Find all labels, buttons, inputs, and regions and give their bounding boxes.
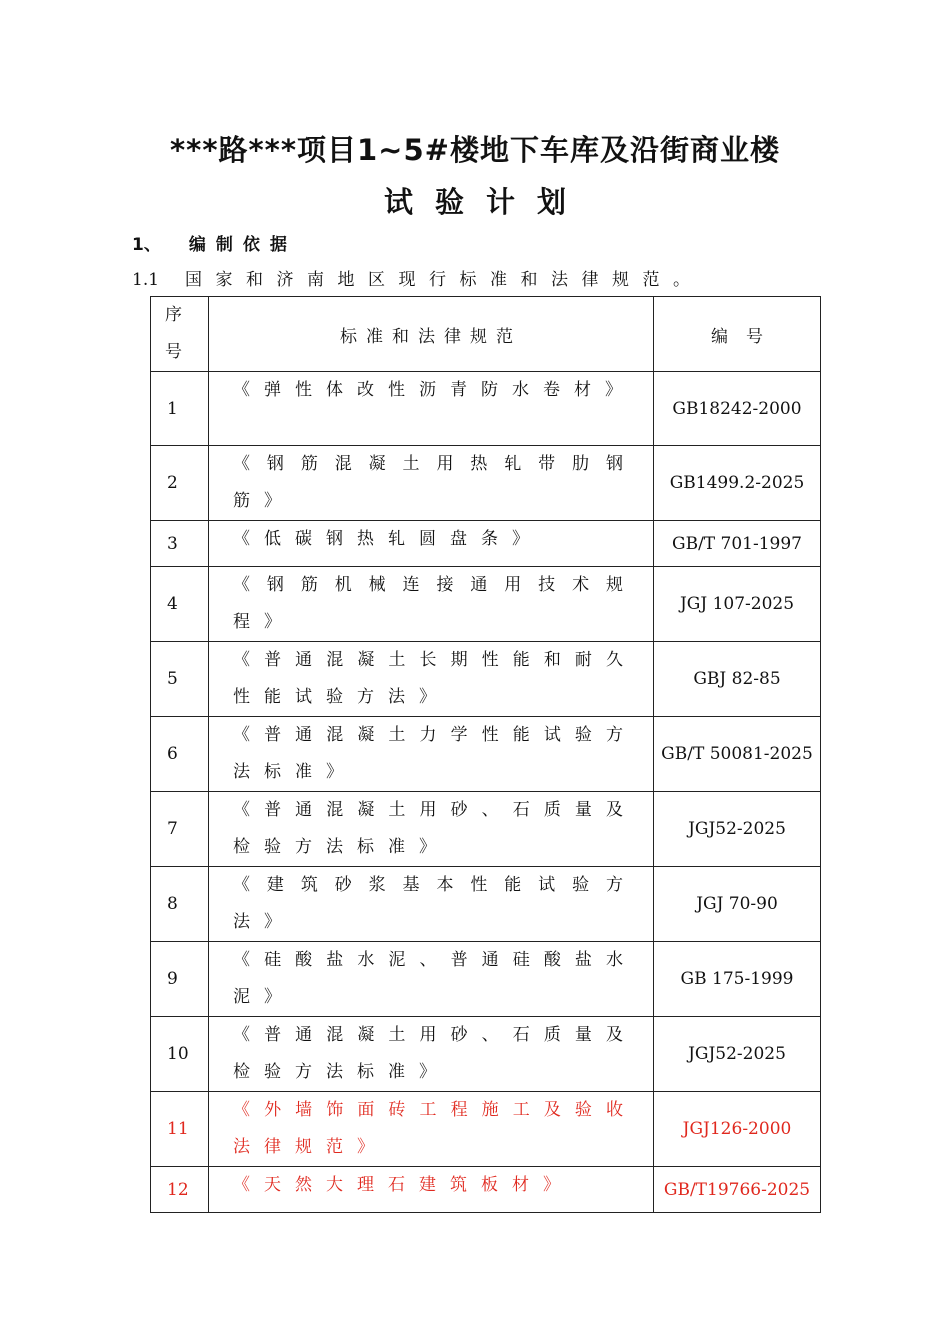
row-code: JGJ 70-90 — [654, 867, 821, 942]
table-row — [151, 792, 821, 867]
row-serial-no: 11 — [151, 1092, 209, 1167]
row-serial-no: 10 — [151, 1017, 209, 1092]
row-serial-no: 5 — [151, 642, 209, 717]
section-label: 编制依据 — [188, 235, 297, 255]
row-standard-name: 《建筑砂浆基本性能试验方法》 — [209, 867, 654, 942]
document-title: ***路***项目1~5#楼地下车库及沿街商业楼 — [170, 133, 780, 167]
row-standard-name: 《天然大理石建筑板材》 — [209, 1167, 654, 1213]
row-code: GB 175-1999 — [654, 942, 821, 1017]
subsection-number: 1.1 — [132, 270, 160, 290]
subsection-heading — [132, 265, 704, 290]
table-row — [151, 1092, 821, 1167]
table-row — [151, 521, 821, 567]
row-serial-no: 3 — [151, 521, 209, 567]
table-row — [151, 372, 821, 446]
section-number: 1、 — [132, 235, 161, 255]
row-serial-no: 6 — [151, 717, 209, 792]
row-code: JGJ52-2025 — [654, 792, 821, 867]
row-standard-name: 《弹性体改性沥青防水卷材》 — [209, 372, 654, 446]
row-standard-name: 《普通混凝土用砂、石质量及检验方法标准》 — [209, 792, 654, 867]
document-subtitle: 试验计划 — [383, 185, 588, 219]
row-standard-name: 《普通混凝土长期性能和耐久性能试验方法》 — [209, 642, 654, 717]
table-row — [151, 446, 821, 521]
row-standard-name: 《钢筋混凝土用热轧带肋钢筋》 — [209, 446, 654, 521]
row-serial-no: 7 — [151, 792, 209, 867]
table-row — [151, 717, 821, 792]
row-standard-name: 《硅酸盐水泥、普通硅酸盐水泥》 — [209, 942, 654, 1017]
section-heading — [132, 230, 297, 255]
row-standard-name: 《普通混凝土用砂、石质量及检验方法标准》 — [209, 1017, 654, 1092]
subsection-label: 国家和济南地区现行标准和法律规范。 — [185, 270, 704, 290]
row-code: GB1499.2-2025 — [654, 446, 821, 521]
table-row — [151, 567, 821, 642]
row-code: JGJ 107-2025 — [654, 567, 821, 642]
table-row — [151, 1017, 821, 1092]
row-serial-no: 2 — [151, 446, 209, 521]
row-code: GB/T 50081-2025 — [654, 717, 821, 792]
row-standard-name: 《钢筋机械连接通用技术规程》 — [209, 567, 654, 642]
row-standard-name: 《外墙饰面砖工程施工及验收法律规范》 — [209, 1092, 654, 1167]
row-serial-no: 8 — [151, 867, 209, 942]
header-code: 编号 — [654, 297, 821, 372]
row-serial-no: 9 — [151, 942, 209, 1017]
row-serial-no: 12 — [151, 1167, 209, 1213]
row-serial-no: 4 — [151, 567, 209, 642]
row-serial-no: 1 — [151, 372, 209, 446]
row-code: GB/T 701-1997 — [654, 521, 821, 567]
row-code: GB18242-2000 — [654, 372, 821, 446]
row-code: JGJ52-2025 — [654, 1017, 821, 1092]
table-row — [151, 867, 821, 942]
row-standard-name: 《低碳钢热轧圆盘条》 — [209, 521, 654, 567]
table-row — [151, 1167, 821, 1213]
row-code: GB/T19766-2025 — [654, 1167, 821, 1213]
table-row — [151, 942, 821, 1017]
row-code: JGJ126-2000 — [654, 1092, 821, 1167]
row-standard-name: 《普通混凝土力学性能试验方法标准》 — [209, 717, 654, 792]
header-serial-no: 序 号 — [151, 297, 209, 372]
table-row — [151, 642, 821, 717]
header-standard-name: 标准和法律规范 — [209, 297, 654, 372]
standards-table — [150, 296, 821, 1213]
row-code: GBJ 82-85 — [654, 642, 821, 717]
table-header-row — [151, 297, 821, 372]
